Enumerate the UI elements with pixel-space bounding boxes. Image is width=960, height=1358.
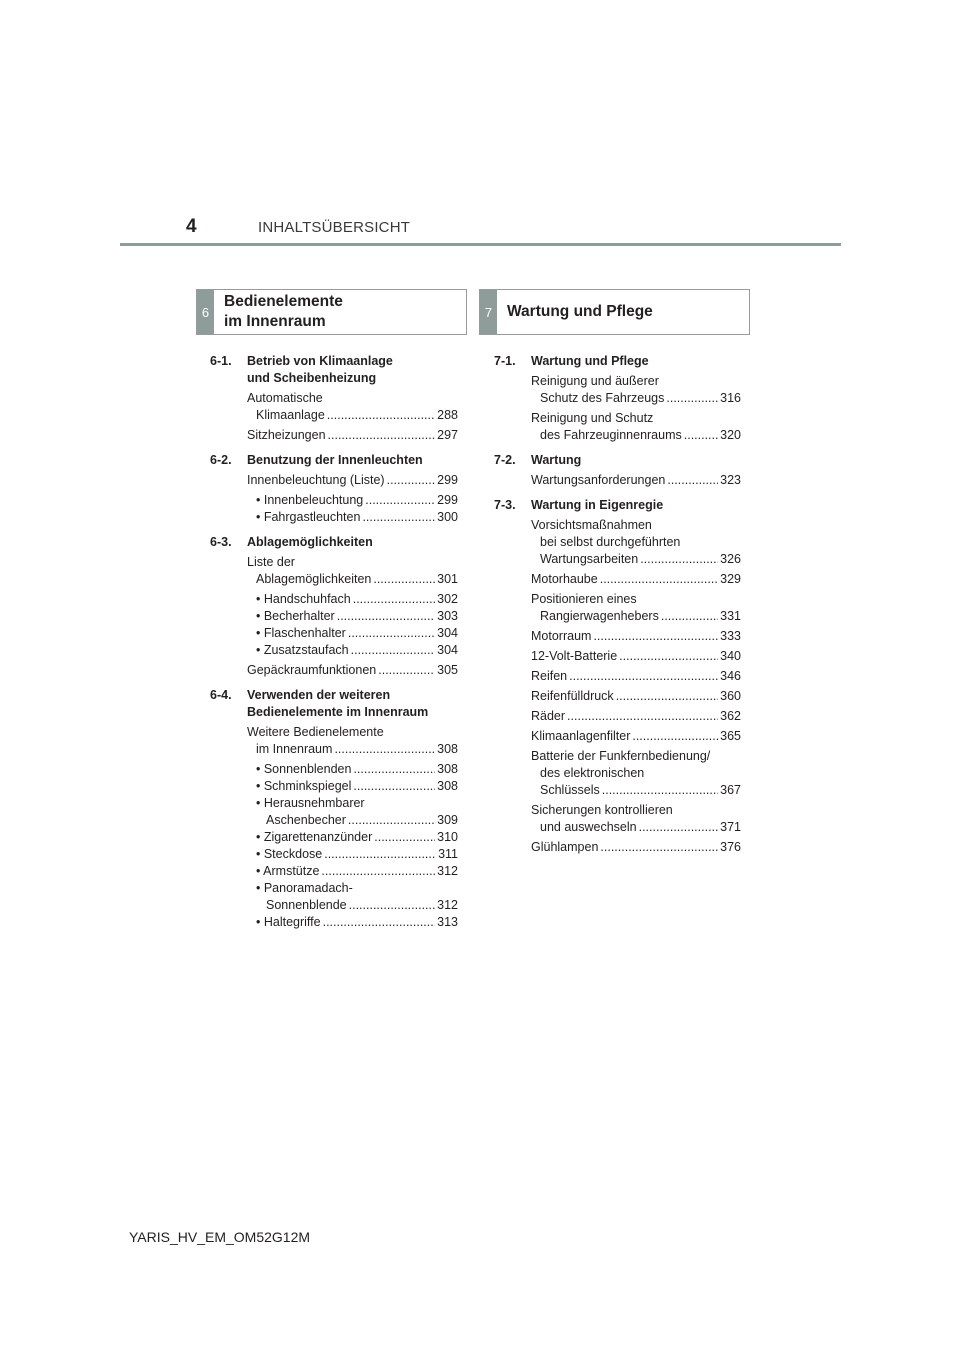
entry-title-continued: bei selbst durchgeführten bbox=[540, 535, 681, 549]
entry-line bbox=[247, 914, 458, 931]
entry-title: Gepäckraumfunktionen bbox=[247, 663, 377, 677]
entry-title: Automatische bbox=[247, 391, 323, 405]
toc-entry[interactable] bbox=[531, 688, 741, 705]
entry-title: Weitere Bedienelemente bbox=[247, 725, 384, 739]
toc-entry[interactable] bbox=[247, 846, 458, 863]
entry-line bbox=[531, 728, 741, 745]
page-ref: 333 bbox=[720, 629, 741, 643]
subentry-title-continued: Sonnenblende bbox=[266, 898, 347, 912]
entry-line bbox=[247, 863, 458, 880]
toc-column-chapter-6 bbox=[210, 353, 458, 939]
toc-entry-list bbox=[247, 472, 458, 526]
entry-title-continued: Schlüssels bbox=[540, 783, 600, 797]
entry-title-continued: und auswechseln bbox=[540, 820, 637, 834]
toc-entry[interactable] bbox=[247, 509, 458, 526]
chapter-6-number: 6 bbox=[197, 290, 214, 334]
entry-title: Reifenfülldruck bbox=[531, 689, 614, 703]
dot-leader bbox=[666, 390, 718, 407]
entry-title: Liste der bbox=[247, 555, 295, 569]
entry-line bbox=[531, 708, 741, 725]
subentry-title: • Zigarettenanzünder bbox=[256, 830, 373, 844]
section-title: Betrieb von Klimaanlage und Scheibenheizung bbox=[247, 354, 393, 385]
entry-line bbox=[247, 829, 458, 846]
subentry-title: • Zusatzstaufach bbox=[256, 643, 349, 657]
section-number: 6-4. bbox=[210, 688, 232, 702]
page-number: 4 bbox=[186, 216, 197, 237]
toc-entry[interactable] bbox=[247, 427, 458, 444]
toc-entry[interactable] bbox=[247, 608, 458, 625]
toc-entry-list bbox=[247, 390, 458, 444]
page-ref: 313 bbox=[437, 915, 458, 929]
subentry-title: • Steckdose bbox=[256, 847, 323, 861]
dot-leader bbox=[353, 591, 435, 608]
toc-entry[interactable] bbox=[247, 761, 458, 778]
page-ref: 309 bbox=[437, 813, 458, 827]
entry-line bbox=[531, 390, 741, 407]
entry-title-continued: Rangierwagenhebers bbox=[540, 609, 659, 623]
subentry-title: • Handschuhfach bbox=[256, 592, 351, 606]
page-ref: 302 bbox=[437, 592, 458, 606]
toc-entry[interactable] bbox=[531, 648, 741, 665]
subentry-title: • Herausnehmbarer bbox=[256, 796, 365, 810]
dot-leader bbox=[600, 839, 718, 856]
page-ref: 308 bbox=[437, 779, 458, 793]
page-ref: 316 bbox=[720, 391, 741, 405]
toc-section-heading bbox=[210, 534, 458, 551]
entry-line bbox=[531, 571, 741, 588]
dot-leader bbox=[353, 778, 435, 795]
entry-title: Reifen bbox=[531, 669, 568, 683]
toc-entry[interactable] bbox=[247, 880, 458, 914]
toc-entry[interactable] bbox=[247, 778, 458, 795]
subentry-title: • Becherhalter bbox=[256, 609, 335, 623]
chapter-7-title: Wartung und Pflege bbox=[507, 303, 653, 320]
entry-line bbox=[247, 591, 458, 608]
section-number: 7-2. bbox=[494, 453, 516, 467]
toc-section-heading bbox=[210, 687, 458, 721]
chapter-7-number: 7 bbox=[480, 290, 497, 334]
toc-entry[interactable] bbox=[531, 668, 741, 685]
dot-leader bbox=[321, 863, 435, 880]
page-ref: 312 bbox=[437, 898, 458, 912]
section-number: 6-3. bbox=[210, 535, 232, 549]
document-code: YARIS_HV_EM_OM52G12M bbox=[129, 1229, 311, 1245]
entry-title: Batterie der Funkfernbedienung/ bbox=[531, 749, 711, 763]
dot-leader bbox=[365, 492, 435, 509]
toc-entry[interactable] bbox=[247, 724, 458, 758]
page-ref: 310 bbox=[437, 830, 458, 844]
toc-entry[interactable] bbox=[247, 795, 458, 829]
toc-entry[interactable] bbox=[531, 472, 741, 489]
entry-title-continued: Schutz des Fahrzeugs bbox=[540, 391, 665, 405]
page-ref: 367 bbox=[720, 783, 741, 797]
entry-line bbox=[247, 897, 458, 914]
section-number: 7-1. bbox=[494, 354, 516, 368]
entry-line bbox=[247, 608, 458, 625]
dot-leader bbox=[373, 571, 435, 588]
entry-line bbox=[531, 839, 741, 856]
subentry-title: • Flaschenhalter bbox=[256, 626, 346, 640]
section-title: Wartung bbox=[531, 453, 582, 467]
dot-leader bbox=[616, 688, 718, 705]
subentry-title: • Panoramadach- bbox=[256, 881, 353, 895]
entry-line bbox=[247, 427, 458, 444]
dot-leader bbox=[351, 642, 436, 659]
entry-title-continued: Ablagemöglichkeiten bbox=[256, 572, 372, 586]
page-ref: 308 bbox=[437, 762, 458, 776]
page-ref: 299 bbox=[437, 473, 458, 487]
section-title: Benutzung der Innenleuchten bbox=[247, 453, 423, 467]
toc-section-heading bbox=[210, 353, 458, 387]
entry-title: Glühlampen bbox=[531, 840, 599, 854]
dot-leader bbox=[639, 819, 719, 836]
section-gap bbox=[494, 859, 741, 864]
subentry-title-continued: Aschenbecher bbox=[266, 813, 346, 827]
entry-title: Motorraum bbox=[531, 629, 592, 643]
entry-title: Wartungsanforderungen bbox=[531, 473, 666, 487]
entry-title-continued: des Fahrzeuginnenraums bbox=[540, 428, 682, 442]
section-number: 6-2. bbox=[210, 453, 232, 467]
page-ref: 311 bbox=[438, 847, 458, 861]
toc-entry[interactable] bbox=[247, 863, 458, 880]
entry-line bbox=[247, 642, 458, 659]
page-ref: 331 bbox=[720, 609, 741, 623]
dot-leader bbox=[337, 608, 435, 625]
dot-leader bbox=[661, 608, 718, 625]
dot-leader bbox=[348, 625, 435, 642]
toc-entry[interactable] bbox=[531, 628, 741, 645]
chapter-7-box bbox=[479, 289, 750, 335]
toc-entry[interactable] bbox=[247, 914, 458, 931]
dot-leader bbox=[593, 628, 718, 645]
subentry-title: • Armstütze bbox=[256, 864, 320, 878]
toc-entry[interactable] bbox=[247, 492, 458, 509]
entry-line bbox=[247, 812, 458, 829]
entry-title: Reinigung und Schutz bbox=[531, 411, 654, 425]
dot-leader bbox=[567, 708, 718, 725]
dot-leader bbox=[569, 668, 718, 685]
entry-line bbox=[247, 407, 458, 424]
toc-entry-list bbox=[531, 517, 741, 856]
toc-entry[interactable] bbox=[531, 728, 741, 745]
dot-leader bbox=[600, 571, 718, 588]
page-ref: 300 bbox=[437, 510, 458, 524]
entry-line bbox=[247, 625, 458, 642]
toc-section-heading bbox=[494, 353, 741, 370]
entry-title-continued: des elektronischen bbox=[540, 766, 645, 780]
toc-entry[interactable] bbox=[531, 410, 741, 444]
toc-entry[interactable] bbox=[531, 802, 741, 836]
toc-entry[interactable] bbox=[531, 373, 741, 407]
toc-entry-list bbox=[247, 724, 458, 931]
entry-title: Sicherungen kontrollieren bbox=[531, 803, 673, 817]
page-ref: 297 bbox=[437, 428, 458, 442]
entry-line bbox=[531, 628, 741, 645]
dot-leader bbox=[387, 472, 436, 489]
subentry-title: • Sonnenblenden bbox=[256, 762, 352, 776]
page-ref: 301 bbox=[437, 572, 458, 586]
page-ref: 308 bbox=[437, 742, 458, 756]
entry-title-continued: Klimaanlage bbox=[256, 408, 325, 422]
dot-leader bbox=[353, 761, 435, 778]
page-ref: 304 bbox=[437, 643, 458, 657]
page-ref: 376 bbox=[720, 840, 741, 854]
page-ref: 346 bbox=[720, 669, 741, 683]
toc-section-heading bbox=[494, 452, 741, 469]
section-gap bbox=[210, 934, 458, 939]
page-ref: 305 bbox=[437, 663, 458, 677]
section-number: 6-1. bbox=[210, 354, 232, 368]
page-ref: 299 bbox=[437, 493, 458, 507]
toc-entry[interactable] bbox=[247, 472, 458, 489]
entry-title-continued: Wartungsarbeiten bbox=[540, 552, 639, 566]
toc-entry[interactable] bbox=[247, 554, 458, 588]
entry-line bbox=[247, 509, 458, 526]
header-rule bbox=[120, 243, 841, 246]
subentry-title: • Innenbeleuchtung bbox=[256, 493, 364, 507]
page-ref: 329 bbox=[720, 572, 741, 586]
subentry-title: • Fahrgastleuchten bbox=[256, 510, 361, 524]
dot-leader bbox=[374, 829, 435, 846]
entry-line bbox=[247, 846, 458, 863]
dot-leader bbox=[324, 846, 436, 863]
entry-title: Positionieren eines bbox=[531, 592, 637, 606]
dot-leader bbox=[362, 509, 435, 526]
entry-title-continued: im Innenraum bbox=[256, 742, 333, 756]
entry-line bbox=[247, 741, 458, 758]
toc-entry[interactable] bbox=[247, 642, 458, 659]
toc-entry[interactable] bbox=[531, 839, 741, 856]
entry-line bbox=[531, 608, 741, 625]
page-ref: 323 bbox=[720, 473, 741, 487]
page-ref: 288 bbox=[437, 408, 458, 422]
entry-title: Klimaanlagenfilter bbox=[531, 729, 631, 743]
page-ref: 304 bbox=[437, 626, 458, 640]
page-ref: 320 bbox=[720, 428, 741, 442]
dot-leader bbox=[619, 648, 718, 665]
dot-leader bbox=[378, 662, 435, 679]
entry-line bbox=[531, 472, 741, 489]
page-ref: 362 bbox=[720, 709, 741, 723]
dot-leader bbox=[327, 407, 435, 424]
entry-line bbox=[531, 819, 741, 836]
dot-leader bbox=[334, 741, 435, 758]
dot-leader bbox=[602, 782, 718, 799]
dot-leader bbox=[348, 812, 435, 829]
toc-entry[interactable] bbox=[531, 571, 741, 588]
dot-leader bbox=[640, 551, 718, 568]
entry-line bbox=[247, 662, 458, 679]
toc-entry-list bbox=[531, 373, 741, 444]
dot-leader bbox=[323, 914, 436, 931]
entry-line bbox=[531, 668, 741, 685]
section-title: Wartung und Pflege bbox=[531, 354, 649, 368]
dot-leader bbox=[328, 427, 436, 444]
toc-entry[interactable] bbox=[531, 591, 741, 625]
entry-line bbox=[247, 571, 458, 588]
toc-entry-list bbox=[247, 554, 458, 679]
page-ref: 365 bbox=[720, 729, 741, 743]
entry-line bbox=[247, 492, 458, 509]
toc-column-chapter-7 bbox=[494, 353, 741, 864]
entry-title: Reinigung und äußerer bbox=[531, 374, 659, 388]
section-title: Wartung in Eigenregie bbox=[531, 498, 664, 512]
toc-section-heading bbox=[494, 497, 741, 514]
chapter-6-box bbox=[196, 289, 467, 335]
page-ref: 303 bbox=[437, 609, 458, 623]
page-ref: 371 bbox=[720, 820, 741, 834]
toc-entry[interactable] bbox=[247, 662, 458, 679]
subentry-title: • Schminkspiegel bbox=[256, 779, 352, 793]
entry-line bbox=[247, 472, 458, 489]
page-ref: 326 bbox=[720, 552, 741, 566]
entry-line bbox=[531, 427, 741, 444]
page-ref: 312 bbox=[437, 864, 458, 878]
toc-section-heading bbox=[210, 452, 458, 469]
section-number: 7-3. bbox=[494, 498, 516, 512]
entry-title: Räder bbox=[531, 709, 566, 723]
toc-entry[interactable] bbox=[247, 390, 458, 424]
toc-entry[interactable] bbox=[247, 625, 458, 642]
chapter-6-title: Bedienelemente im Innenraum bbox=[224, 293, 343, 330]
toc-entry[interactable] bbox=[531, 517, 741, 568]
dot-leader bbox=[684, 427, 718, 444]
entry-title: Vorsichtsmaßnahmen bbox=[531, 518, 652, 532]
page-ref: 360 bbox=[720, 689, 741, 703]
entry-line bbox=[247, 761, 458, 778]
entry-line bbox=[531, 551, 741, 568]
entry-title: Sitzheizungen bbox=[247, 428, 326, 442]
section-title: Ablagemöglichkeiten bbox=[247, 535, 373, 549]
toc-entry[interactable] bbox=[247, 591, 458, 608]
dot-leader bbox=[349, 897, 436, 914]
entry-title: 12-Volt-Batterie bbox=[531, 649, 618, 663]
entry-title: Motorhaube bbox=[531, 572, 598, 586]
dot-leader bbox=[667, 472, 718, 489]
page-header-title: INHALTSÜBERSICHT bbox=[258, 219, 411, 236]
entry-line bbox=[531, 648, 741, 665]
dot-leader bbox=[632, 728, 718, 745]
entry-line bbox=[531, 782, 741, 799]
entry-title: Innenbeleuchtung (Liste) bbox=[247, 473, 385, 487]
toc-entry[interactable] bbox=[247, 829, 458, 846]
subentry-title: • Haltegriffe bbox=[256, 915, 321, 929]
toc-entry[interactable] bbox=[531, 708, 741, 725]
toc-entry-list bbox=[531, 472, 741, 489]
toc-entry[interactable] bbox=[531, 748, 741, 799]
page-ref: 340 bbox=[720, 649, 741, 663]
section-title: Verwenden der weiteren Bedienelemente im Innenraum bbox=[247, 688, 429, 719]
entry-line bbox=[531, 688, 741, 705]
entry-line bbox=[247, 778, 458, 795]
